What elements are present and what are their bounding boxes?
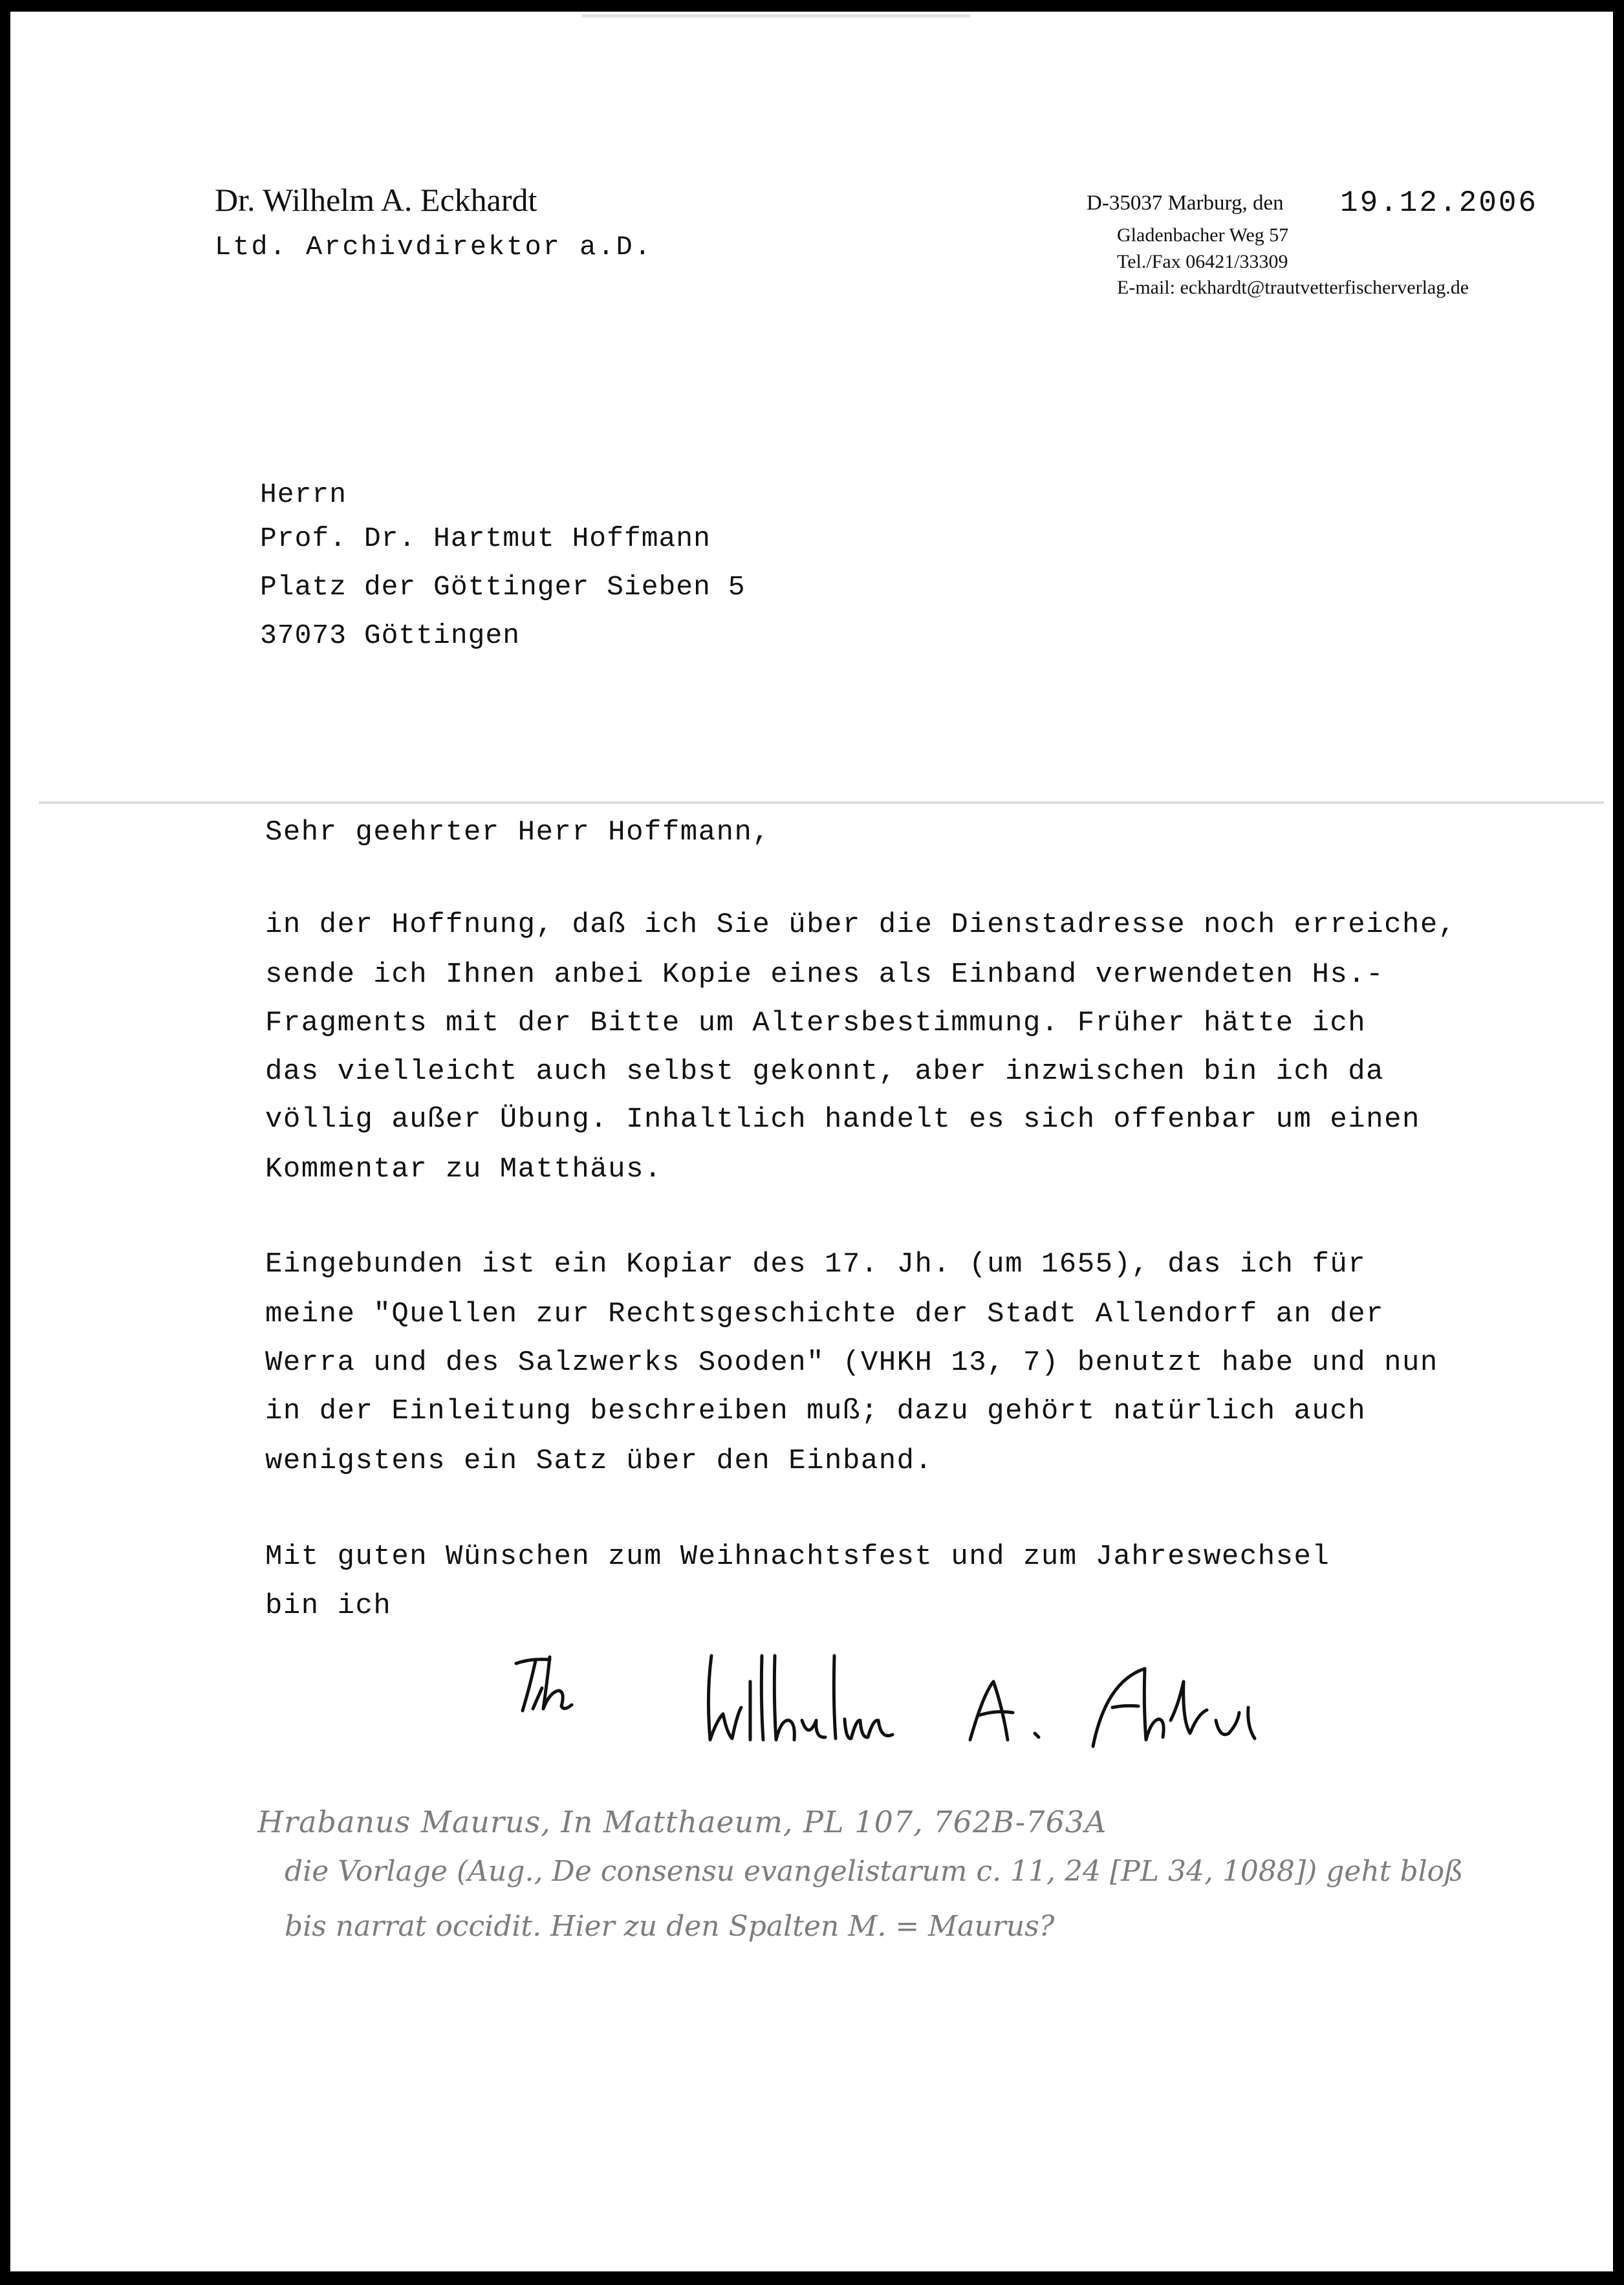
paragraph-2-line: meine "Quellen zur Rechtsgeschichte der Stadt Allendorf an der xyxy=(265,1298,1385,1330)
paragraph-1-line: Fragments mit der Bitte um Altersbestimmung. Früher hätte ich xyxy=(265,1007,1367,1039)
paragraph-2-line: wenigstens ein Satz über den Einband. xyxy=(265,1445,933,1477)
handwritten-note-line: bis narrat occidit. Hier zu den Spalten M. = Maurus? xyxy=(285,1910,1055,1943)
paragraph-2-line: Eingebunden ist ein Kopiar des 17. Jh. (um 1655), das ich für xyxy=(265,1248,1367,1281)
recipient-city: 37073 Göttingen xyxy=(260,620,521,651)
paragraph-1-line: Kommentar zu Matthäus. xyxy=(265,1153,662,1186)
scan-border-top xyxy=(0,0,1624,12)
scan-border-left xyxy=(0,0,10,2285)
handwritten-note-line: die Vorlage (Aug., De consensu evangelistarum c. 11, 24 [PL 34, 1088]) geht bloß xyxy=(285,1855,1464,1888)
letter-date: 19.12.2006 xyxy=(1340,186,1539,220)
closing-line: bin ich xyxy=(265,1590,392,1622)
handwritten-note-line: Hrabanus Maurus, In Matthaeum, PL 107, 762B-763A xyxy=(257,1804,1107,1839)
paragraph-1-line: völlig außer Übung. Inhaltlich handelt es sich offenbar um einen xyxy=(265,1103,1420,1136)
sender-phone: Tel./Fax 06421/33309 xyxy=(1117,251,1288,272)
sender-name: Dr. Wilhelm A. Eckhardt xyxy=(215,182,537,218)
paragraph-2-line: Werra und des Salzwerks Sooden" (VHKH 13, 7) benutzt habe und nun xyxy=(265,1347,1438,1379)
sender-email: E-mail: eckhardt@trautvetterfischerverlag.de xyxy=(1117,277,1469,298)
scan-border-right xyxy=(1613,0,1624,2285)
greeting: Sehr geehrter Herr Hoffmann, xyxy=(265,816,771,849)
sender-title: Ltd. Archivdirektor a.D. xyxy=(215,232,653,263)
paragraph-1-line: in der Hoffnung, daß ich Sie über die Dienstadresse noch erreiche, xyxy=(265,909,1456,941)
sender-street: Gladenbacher Weg 57 xyxy=(1117,224,1289,246)
handwritten-signature xyxy=(698,1643,1268,1759)
place-and-date-prefix: D-35037 Marburg, den xyxy=(1087,191,1284,215)
paragraph-1-line: das vielleicht auch selbst gekonnt, aber inzwischen bin ich da xyxy=(265,1056,1385,1088)
recipient-salutation: Herrn xyxy=(260,479,347,510)
paper-fold-line xyxy=(39,801,1604,805)
closing-line: Mit guten Wünschen zum Weihnachtsfest und zum Jahreswechsel xyxy=(265,1541,1330,1573)
paragraph-1-line: sende ich Ihnen anbei Kopie eines als Einband verwendeten Hs.- xyxy=(265,958,1385,991)
recipient-street: Platz der Göttinger Sieben 5 xyxy=(260,571,746,603)
paragraph-2-line: in der Einleitung beschreiben muß; dazu gehört natürlich auch xyxy=(265,1395,1367,1427)
scan-border-bottom xyxy=(0,2271,1624,2285)
recipient-name: Prof. Dr. Hartmut Hoffmann xyxy=(260,523,711,554)
scan-artifact-line xyxy=(582,14,970,17)
handwritten-initials xyxy=(504,1649,582,1720)
